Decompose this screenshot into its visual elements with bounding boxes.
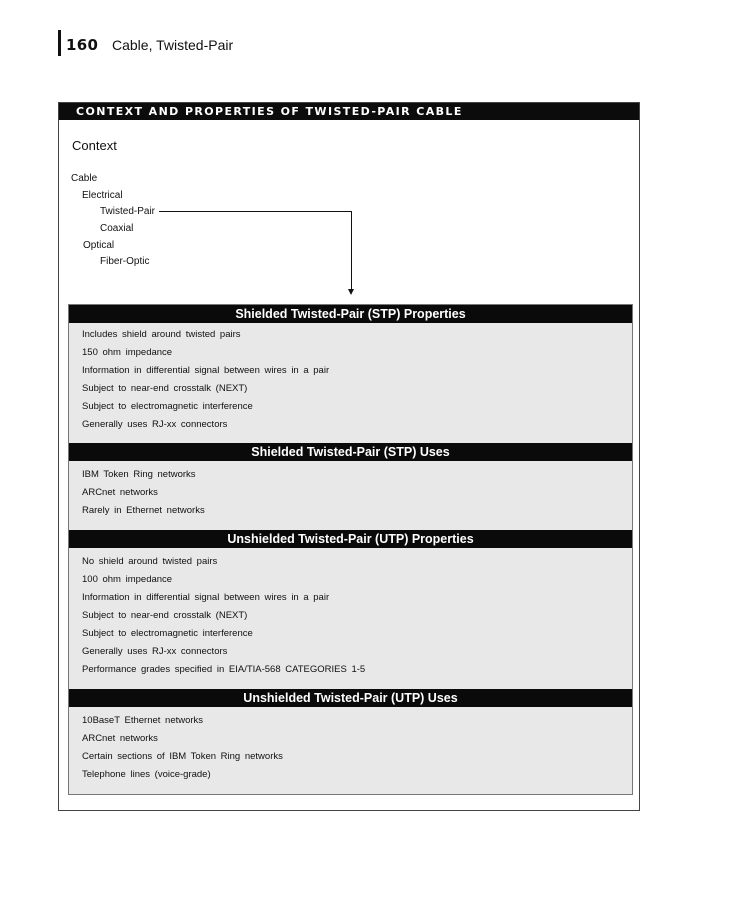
list-item: Telephone lines (voice-grade) [82,769,211,780]
arrow-down-icon [348,289,354,295]
context-heading: Context [72,138,117,153]
section-heading-utp-properties: Unshielded Twisted-Pair (UTP) Properties [69,530,632,548]
list-item: IBM Token Ring networks [82,469,196,480]
list-item: Generally uses RJ-xx connectors [82,646,228,657]
figure-box [58,102,640,811]
tree-item-fiber-optic: Fiber-Optic [100,256,150,267]
list-item: Rarely in Ethernet networks [82,505,205,516]
list-item: Subject to electromagnetic interference [82,401,253,412]
list-item: Information in differential signal between wires in a pair [82,365,330,376]
list-item: 100 ohm impedance [82,574,173,585]
list-item: ARCnet networks [82,487,158,498]
tree-item-coaxial: Coaxial [100,223,134,234]
list-item: 150 ohm impedance [82,347,173,358]
page-number: 160 [66,36,99,54]
tree-item-electrical: Electrical [82,190,123,201]
page-header [58,30,358,56]
list-item: No shield around twisted pairs [82,556,218,567]
list-item: Subject to electromagnetic interference [82,628,253,639]
tree-item-cable: Cable [71,173,98,184]
list-item: Includes shield around twisted pairs [82,329,241,340]
list-item: 10BaseT Ethernet networks [82,715,204,726]
properties-box [68,304,633,795]
list-item: Generally uses RJ-xx connectors [82,419,228,430]
section-heading-stp-properties: Shielded Twisted-Pair (STP) Properties [69,305,632,323]
list-item: Information in differential signal between wires in a pair [82,592,330,603]
tree-item-twisted-pair: Twisted-Pair [100,206,156,217]
list-item: Performance grades specified in EIA/TIA-568 CATEGORIES 1-5 [82,664,366,675]
figure-title: CONTEXT AND PROPERTIES OF TWISTED-PAIR CABLE [59,103,639,120]
connector-line-vertical [351,211,352,289]
list-item: ARCnet networks [82,733,158,744]
list-item: Subject to near-end crosstalk (NEXT) [82,610,248,621]
header-rule [58,30,61,56]
section-heading-stp-uses: Shielded Twisted-Pair (STP) Uses [69,443,632,461]
list-item: Subject to near-end crosstalk (NEXT) [82,383,248,394]
section-heading-utp-uses: Unshielded Twisted-Pair (UTP) Uses [69,689,632,707]
tree-item-optical: Optical [83,240,115,251]
list-item: Certain sections of IBM Token Ring networks [82,751,283,762]
connector-line-horizontal [159,211,352,212]
running-title: Cable, Twisted-Pair [112,37,234,53]
